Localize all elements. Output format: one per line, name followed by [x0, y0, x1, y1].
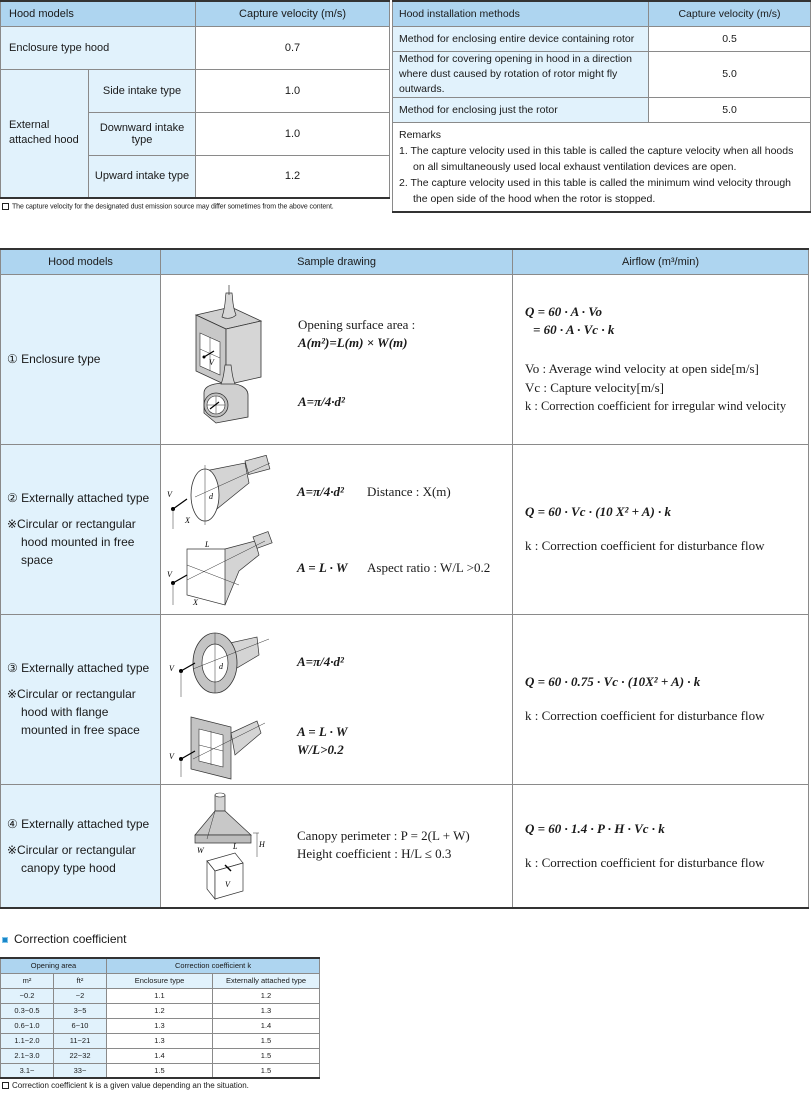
hood-model-description: ※Circular or rectangular hood mounted in free space	[7, 517, 136, 567]
table-subheader-row	[1, 973, 320, 988]
svg-text:V: V	[167, 569, 172, 579]
airflow-formula: = 60 · A · Vc · k	[533, 321, 615, 337]
table-row	[1, 444, 809, 614]
installation-methods-table	[392, 0, 811, 213]
svg-text:L: L	[233, 841, 238, 851]
area-formula: A=π/4·d²	[298, 393, 345, 409]
table-row	[1, 1063, 320, 1078]
table-row	[1, 274, 809, 444]
cell-m2: 1.1~2.0	[1, 1033, 54, 1048]
drawing-text: Canopy perimeter : P = 2(L + W)	[297, 827, 470, 843]
svg-text:X: X	[193, 597, 198, 607]
remark-item: 2. The capture velocity used in this table is called the minimum wind velocity through the open side of the hood when the rotor is stopped.	[399, 176, 792, 205]
header-capture-velocity: Capture velocity (m/s)	[196, 1, 390, 26]
cell-external: 1.3	[213, 1003, 320, 1018]
svg-text:V: V	[167, 489, 172, 499]
legend-item: k : Correction coefficient for disturbance flow	[525, 854, 765, 870]
table-header-row	[1, 249, 809, 274]
airflow-formula: Q = 60 · 1.4 · P · H · Vc · k	[525, 820, 665, 836]
drawing-text: Height coefficient : H/L ≤ 0.3	[297, 845, 452, 861]
table-row	[393, 97, 811, 122]
svg-text:V: V	[169, 663, 174, 673]
drawing-formula: A = L · W	[297, 723, 348, 739]
hood-model-name: ④ Externally attached type	[7, 816, 150, 831]
drawing-formula: A=π/4·d²	[297, 653, 344, 669]
note-text: Correction coefficient k is a given value depending an the situation.	[12, 1081, 249, 1090]
legend-item: k : Correction coefficient for irregular wind velocity	[525, 398, 787, 413]
row-label: Method for covering opening in hood in a direction where dust caused by rotation of rotor might fly outwards.	[393, 51, 649, 97]
hood-model-name: ② Externally attached type	[7, 491, 150, 505]
airflow-formula: Q = 60 · Vc · (10 X² + A) · k	[525, 504, 672, 519]
legend-item: Vo : Average wind velocity at open side[m/s]	[525, 360, 759, 376]
enclosure-hood-drawing	[186, 285, 266, 440]
cell-ft2: 33~	[54, 1063, 107, 1078]
legend-item: k : Correction coefficient for disturbance flow	[525, 538, 765, 553]
cell-external: 1.2	[213, 988, 320, 1003]
row-value: 1.0	[196, 112, 390, 155]
header-airflow: Airflow (m³/min)	[513, 249, 809, 274]
svg-text:V: V	[209, 357, 214, 367]
correction-section-title	[2, 932, 127, 946]
header-hood-models: Hood models	[1, 249, 161, 274]
table-row	[393, 51, 811, 97]
correction-title: Correction coefficient	[14, 932, 127, 946]
cell-external: 1.4	[213, 1018, 320, 1033]
remark-item: 1. The capture velocity used in this table is called the capture velocity when all hoods on all simultaneously used local exhaust ventilation devices are open.	[399, 144, 794, 173]
cell-enclosure: 1.4	[107, 1048, 213, 1063]
remarks-title: Remarks	[399, 128, 442, 141]
header-capture-velocity: Capture velocity (m/s)	[649, 1, 811, 26]
header-hood-models: Hood models	[1, 1, 196, 26]
row-value: 5.0	[649, 97, 811, 122]
table-header-row	[393, 1, 811, 26]
drawing-formula: A = L · W	[297, 559, 348, 575]
remarks	[393, 122, 811, 212]
hood-model-name: ③ Externally attached type	[7, 661, 150, 675]
row-value: 5.0	[649, 51, 811, 97]
airflow-table	[0, 248, 809, 909]
drawing-text: Opening surface area :	[298, 316, 416, 332]
cell-ft2: 6~10	[54, 1018, 107, 1033]
row-label: Enclosure type hood	[1, 26, 196, 69]
correction-table-body	[1, 988, 320, 1078]
cell-enclosure: 1.5	[107, 1063, 213, 1078]
drawing-formula: A(m²)=L(m) × W(m)	[298, 334, 408, 350]
hood-model-cell	[1, 614, 161, 784]
subheader-external: Externally attached type	[213, 973, 320, 988]
correction-note	[2, 1081, 249, 1090]
row-value: 1.0	[196, 69, 390, 112]
row-label: Method for enclosing just the rotor	[393, 97, 649, 122]
cell-m2: 0.3~0.5	[1, 1003, 54, 1018]
row-label: Side intake type	[89, 69, 196, 112]
note-text: The capture velocity for the designated dust emission source may differ sometimes from the above content.	[12, 203, 334, 211]
hood-model-cell	[1, 444, 161, 614]
cell-enclosure: 1.3	[107, 1018, 213, 1033]
subheader-enclosure: Enclosure type	[107, 973, 213, 988]
hood-model-description: ※Circular or rectangular hood with flange mounted in free space	[7, 687, 140, 737]
subheader-ft2: ft²	[54, 973, 107, 988]
legend-item: k : Correction coefficient for disturbance flow	[525, 708, 765, 723]
svg-text:W: W	[197, 845, 204, 855]
table-row	[1, 1018, 320, 1033]
hood-model-description: ※Circular or rectangular canopy type hood	[7, 842, 136, 875]
table-row	[1, 784, 809, 908]
header-installation-methods: Hood installation methods	[393, 1, 649, 26]
subheader-m2: m²	[1, 973, 54, 988]
drawing-formula	[298, 393, 345, 411]
cell-enclosure: 1.1	[107, 988, 213, 1003]
group-label: External attached hood	[1, 69, 89, 198]
table-row	[1, 1048, 320, 1063]
cell-external: 1.5	[213, 1048, 320, 1063]
section-bullet-icon	[2, 937, 8, 943]
airflow-formula: Q = 60 · 0.75 · Vc · (10X² + A) · k	[525, 674, 701, 689]
drawing-formula: W/L>0.2	[297, 741, 344, 757]
table-row	[1, 69, 390, 112]
airflow-cell	[513, 614, 809, 784]
cell-ft2: 3~5	[54, 1003, 107, 1018]
cell-m2: 3.1~	[1, 1063, 54, 1078]
svg-text:V: V	[225, 879, 230, 889]
sample-drawing-cell	[161, 784, 513, 908]
svg-text:d: d	[219, 661, 223, 671]
sample-drawing-cell	[161, 444, 513, 614]
header-sample-drawing: Sample drawing	[161, 249, 513, 274]
header-correction-coefficient: Correction coefficient k	[107, 958, 320, 973]
note-mark-icon	[2, 203, 9, 210]
cell-ft2: ~2	[54, 988, 107, 1003]
row-label: Upward intake type	[89, 155, 196, 198]
cell-enclosure: 1.3	[107, 1033, 213, 1048]
external-hood-drawing	[165, 455, 275, 610]
cell-external: 1.5	[213, 1033, 320, 1048]
row-label: Method for enclosing entire device containing rotor	[393, 26, 649, 51]
capture-velocity-table	[0, 0, 390, 199]
hood-model-cell	[1, 784, 161, 908]
header-opening-area: Opening area	[1, 958, 107, 973]
table-row	[1, 1033, 320, 1048]
svg-text:V: V	[169, 751, 174, 761]
cell-m2: 0.6~1.0	[1, 1018, 54, 1033]
table-row	[1, 1003, 320, 1018]
table-header-row	[1, 958, 320, 973]
row-value: 1.2	[196, 155, 390, 198]
cell-ft2: 22~32	[54, 1048, 107, 1063]
cell-enclosure: 1.2	[107, 1003, 213, 1018]
sample-drawing-cell	[161, 274, 513, 444]
svg-text:d: d	[209, 491, 213, 501]
row-value: 0.7	[196, 26, 390, 69]
table-header-row	[1, 1, 390, 26]
svg-text:X: X	[185, 515, 190, 525]
note-mark-icon	[2, 1082, 9, 1089]
legend-item: Vc : Capture velocity[m/s]	[525, 379, 664, 395]
cell-ft2: 11~21	[54, 1033, 107, 1048]
flanged-hood-drawing	[165, 625, 275, 780]
row-value: 0.5	[649, 26, 811, 51]
cell-external: 1.5	[213, 1063, 320, 1078]
sample-drawing-cell	[161, 614, 513, 784]
drawing-text: Distance : X(m)	[367, 483, 451, 499]
cell-m2: 2.1~3.0	[1, 1048, 54, 1063]
airflow-cell	[513, 444, 809, 614]
drawing-formula: A=π/4·d²	[297, 483, 344, 499]
airflow-cell	[513, 784, 809, 908]
table-row	[393, 26, 811, 51]
airflow-cell	[513, 274, 809, 444]
drawing-text: Aspect ratio : W/L >0.2	[367, 559, 491, 575]
table-row	[1, 988, 320, 1003]
cell-m2: ~0.2	[1, 988, 54, 1003]
canopy-hood-drawing	[191, 791, 281, 905]
svg-text:L: L	[205, 539, 210, 549]
correction-coefficient-table	[0, 957, 320, 1079]
remarks-row	[393, 122, 811, 212]
svg-text:H: H	[259, 839, 265, 849]
capture-velocity-note	[2, 203, 334, 210]
hood-model-cell	[1, 274, 161, 444]
table-row	[1, 26, 390, 69]
hood-model-name: ① Enclosure type	[7, 352, 101, 366]
airflow-formula: Q = 60 · A · Vo	[525, 303, 602, 319]
table-row	[1, 614, 809, 784]
row-label: Downward intake type	[89, 112, 196, 155]
